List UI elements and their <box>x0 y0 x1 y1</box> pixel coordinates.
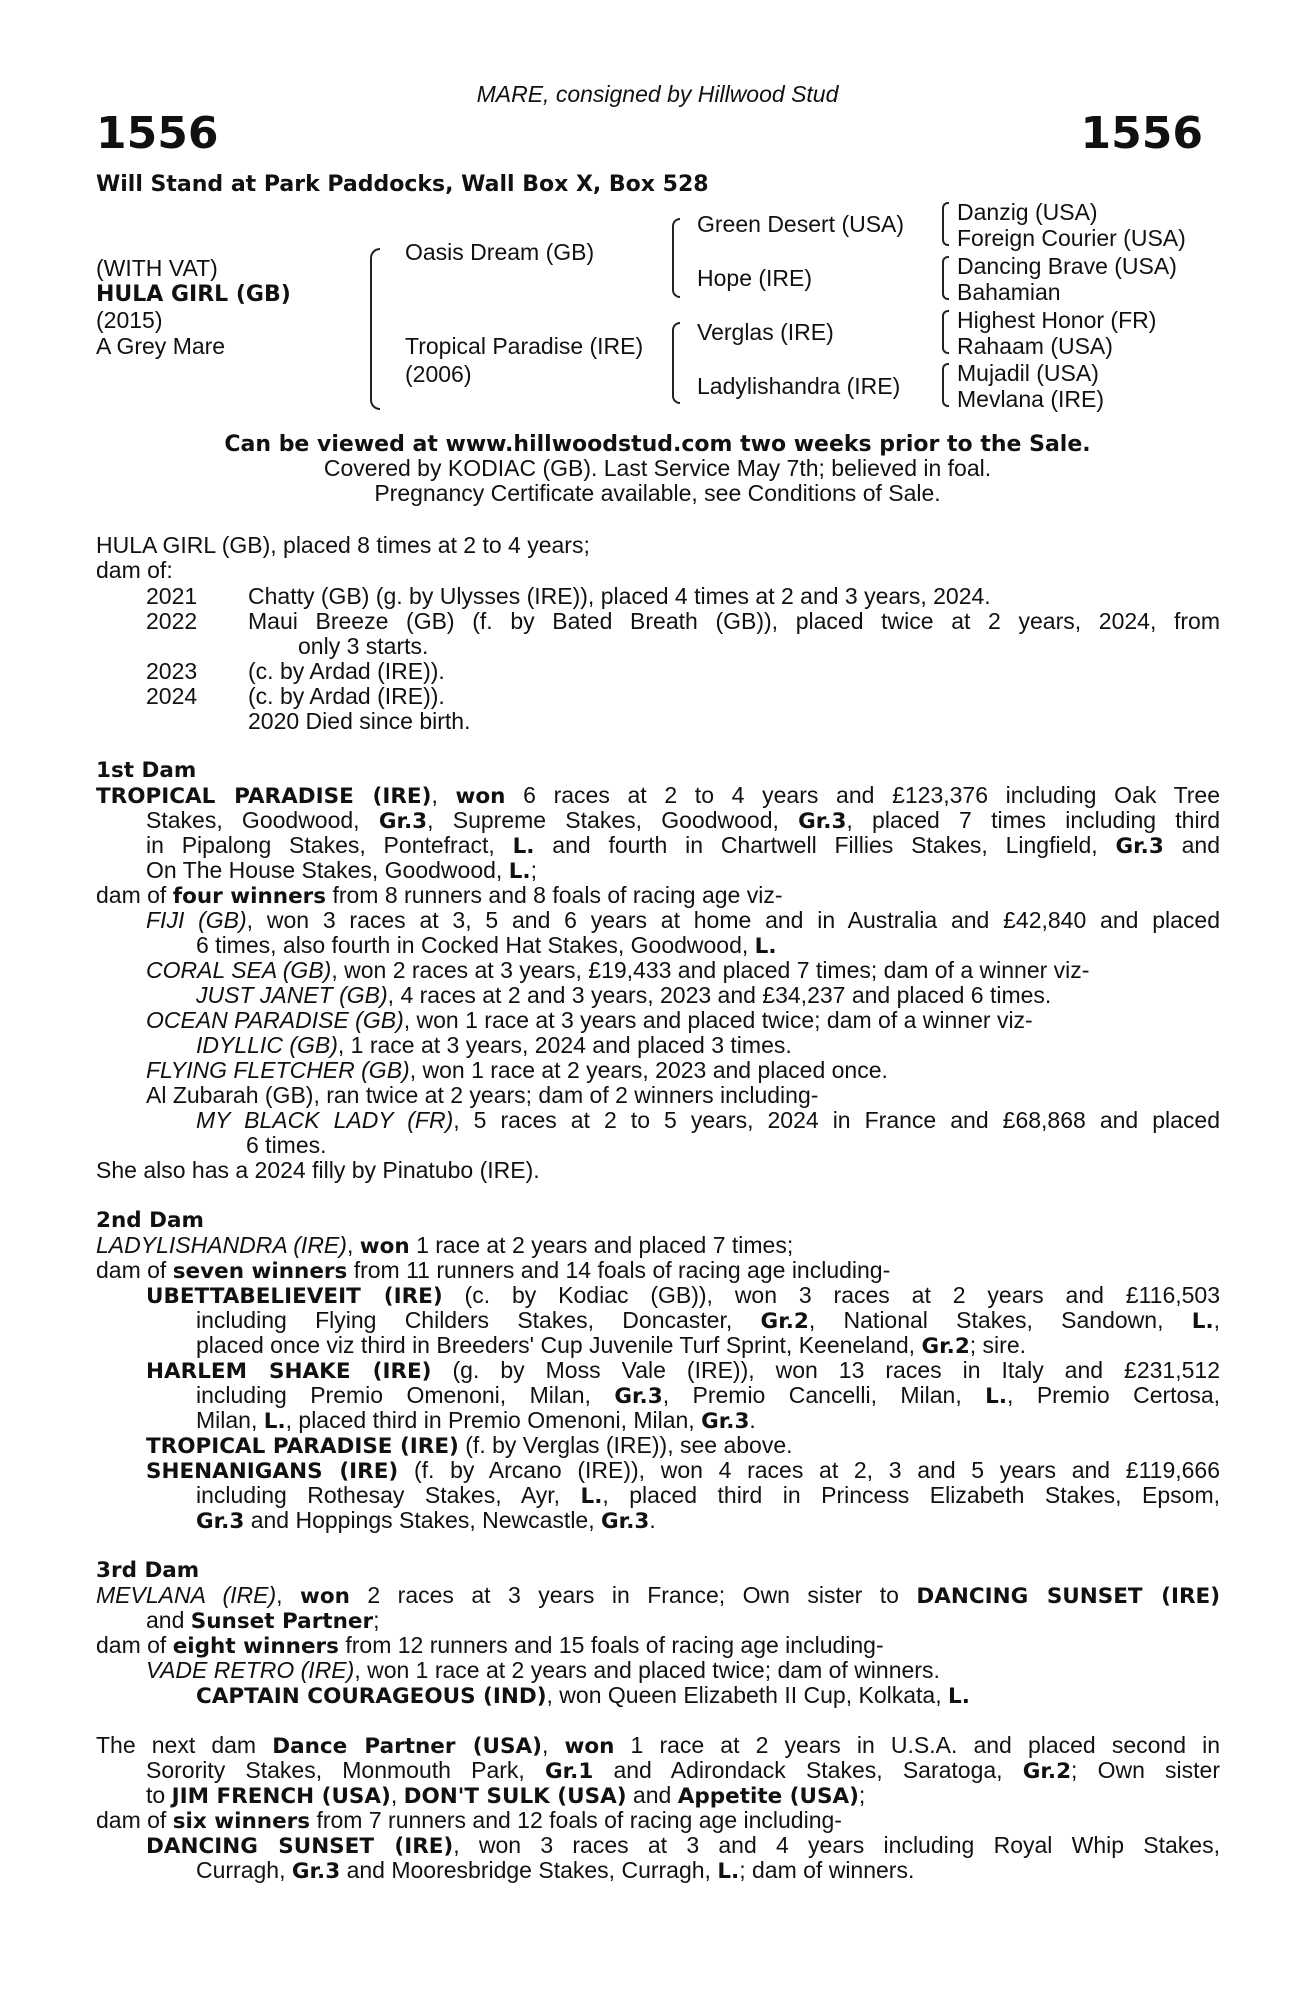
text: to <box>146 1782 166 1808</box>
progeny-name: DANCING SUNSET (IRE) <box>146 1834 454 1859</box>
text: (f. by Verglas (IRE)), see above. <box>465 1432 793 1458</box>
dam: Tropical Paradise (IRE) <box>405 333 644 359</box>
text: , <box>390 1782 398 1808</box>
progeny-name: CAPTAIN COURAGEOUS (IND) <box>196 1684 547 1709</box>
text: , won 3 races at 3 and 4 years including Royal Whip Stakes, <box>453 1832 1220 1858</box>
pedigree-brace-dd <box>942 363 949 407</box>
listed-label: L. <box>948 1684 970 1709</box>
next-dam-damof <box>96 1808 842 1834</box>
text: 6 times, also fourth in Cocked Hat Stakes, Goodwood, <box>196 932 749 958</box>
progeny-harlem-2 <box>196 1383 1220 1409</box>
grade-label: Gr.3 <box>196 1509 245 1534</box>
text: (c. by Kodiac (GB)), won 3 races at 2 years and £116,503 <box>464 1282 1220 1308</box>
progeny-name: FIJI (GB) <box>146 907 247 933</box>
text: including Flying Childers Stakes, Doncaster, <box>196 1307 733 1333</box>
first-dam-line-4 <box>146 858 537 884</box>
text: , won 2 races at 3 years, £19,433 and placed 7 times; dam of a winner viz- <box>331 957 1090 983</box>
progeny-name: CORAL SEA (GB) <box>146 957 332 983</box>
progeny-name: TROPICAL PARADISE (IRE) <box>146 1434 459 1459</box>
section-heading: 1st Dam <box>96 758 197 783</box>
text: 1 race at 2 years in U.S.A. and placed second in <box>630 1732 1221 1758</box>
text: Sorority Stakes, Monmouth Park, <box>146 1757 525 1783</box>
listed-label: L. <box>580 1484 603 1509</box>
progeny-name: OCEAN PARADISE (GB) <box>146 1007 404 1033</box>
text: , 4 races at 2 and 3 years, 2023 and £34,237 and placed 6 times. <box>387 982 1052 1008</box>
text: including Rothesay Stakes, Ayr, <box>196 1482 561 1508</box>
grade-label: Gr.3 <box>601 1509 650 1534</box>
next-dam-line-2 <box>146 1758 1220 1784</box>
progeny-sunset-2 <box>196 1858 914 1884</box>
text: , <box>1213 1307 1221 1333</box>
text: , placed third in Princess Elizabeth Stakes, Epsom, <box>602 1482 1221 1508</box>
horse-description: A Grey Mare <box>96 333 226 359</box>
progeny-name: JUST JANET (GB) <box>196 982 388 1008</box>
grade-label: Gr.2 <box>1022 1759 1072 1784</box>
first-dam-damof <box>96 883 782 909</box>
produce-died: 2020 Died since birth. <box>248 708 471 734</box>
progeny-name: VADE RETRO (IRE) <box>146 1657 355 1683</box>
progeny-name: MY BLACK LADY (FR) <box>196 1107 454 1133</box>
sss: Danzig (USA) <box>957 199 1098 225</box>
won-label: won <box>359 1234 410 1259</box>
lot-number-left: 1556 <box>96 108 219 159</box>
text: 1 race at 2 years and placed 7 times; <box>416 1232 794 1258</box>
won-label: won <box>455 784 506 809</box>
listed-label: L. <box>717 1859 740 1884</box>
text: including Premio Omenoni, Milan, <box>196 1382 591 1408</box>
section-heading: 3rd Dam <box>96 1558 200 1583</box>
progeny-ubet-2 <box>196 1308 1220 1334</box>
progeny-harlem <box>146 1358 1220 1384</box>
listed-label: L. <box>512 834 535 859</box>
grade-label: Gr.2 <box>760 1309 809 1334</box>
listed-label: L. <box>263 1409 286 1434</box>
produce-year: 2024 <box>146 683 198 709</box>
text: ; sire. <box>969 1332 1027 1358</box>
progeny-ocean <box>146 1008 1033 1033</box>
text: and Hoppings Stakes, Newcastle, <box>250 1507 595 1533</box>
pedigree-brace-main <box>370 248 380 410</box>
horse-name: HULA GIRL (GB) <box>96 282 291 307</box>
dam-name: TROPICAL PARADISE (IRE) <box>96 784 432 809</box>
dds: Mujadil (USA) <box>957 360 1099 386</box>
third-dam-line-1: MEVLANA (IRE), won 2 races at 3 years in France; Own sister to DANCING SUNSET (IRE) <box>96 1582 1221 1609</box>
text: dam of <box>96 1807 167 1833</box>
text: and Mooresbridge Stakes, Curragh, <box>346 1857 711 1883</box>
first-dam-line-2 <box>146 808 1220 834</box>
text: ; <box>858 1782 866 1808</box>
consignment-line: MARE, consigned by Hillwood Stud <box>476 81 839 107</box>
progeny-fiji-cont <box>196 933 777 959</box>
grade-label: Gr.3 <box>614 1384 663 1409</box>
text: , won 1 race at 2 years, 2023 and placed once. <box>409 1057 888 1083</box>
produce-year: 2022 <box>146 608 198 634</box>
listed-label: L. <box>508 859 531 884</box>
text: , Premio Certosa, <box>1007 1382 1221 1408</box>
grade-label: Gr.2 <box>921 1334 970 1359</box>
winners-count: six winners <box>172 1809 311 1834</box>
text: from 12 runners and 15 foals of racing age including- <box>345 1632 884 1658</box>
dam-sire: Verglas (IRE) <box>697 319 834 345</box>
dam-name: MEVLANA (IRE) <box>96 1582 277 1608</box>
progeny-janet <box>196 983 1051 1008</box>
progeny-shen-2 <box>196 1483 1220 1509</box>
pregnancy-note: Pregnancy Certificate available, see Conditions of Sale. <box>374 480 941 506</box>
listed-label: L. <box>985 1384 1008 1409</box>
produce-text: (c. by Ardad (IRE)). <box>248 658 445 684</box>
vat-note: (WITH VAT) <box>96 255 218 281</box>
pedigree-brace-sd <box>942 256 949 300</box>
pedigree-brace-ds <box>942 310 949 354</box>
produce-text-cont: only 3 starts. <box>298 633 429 659</box>
text: and Adirondack Stakes, Saratoga, <box>613 1757 1003 1783</box>
text: in Pipalong Stakes, Pontefract, <box>146 832 495 858</box>
grade-label: Gr.3 <box>378 809 428 834</box>
progeny-shen <box>146 1458 1220 1484</box>
third-dam-damof <box>96 1633 884 1659</box>
grade-label: Gr.3 <box>291 1859 341 1884</box>
produce-text: (c. by Ardad (IRE)). <box>248 683 445 709</box>
text: dam of <box>96 1257 167 1283</box>
produce-intro: HULA GIRL (GB), placed 8 times at 2 to 4 years; <box>96 532 590 558</box>
produce-text: Maui Breeze (GB) (f. by Bated Breath (GB)), placed twice at 2 years, 2024, from <box>248 608 1220 634</box>
text: (g. by Moss Vale (IRE)), won 13 races in Italy and £231,512 <box>452 1357 1220 1383</box>
text: ; dam of winners. <box>739 1857 915 1883</box>
text: , won 1 race at 2 years and placed twice; dam of winners. <box>354 1657 940 1683</box>
pedigree-brace-ss <box>942 202 949 246</box>
text: Stakes, Goodwood, <box>146 807 360 833</box>
won-label: won <box>300 1584 350 1609</box>
text: placed once viz third in Breeders' Cup Juvenile Turf Sprint, Keeneland, <box>196 1332 916 1358</box>
first-dam-line-1: TROPICAL PARADISE (IRE), won 6 races at 2 to 4 years and £123,376 including Oak Tree <box>96 782 1221 809</box>
produce-year: 2021 <box>146 583 198 609</box>
text: , Supreme Stakes, Goodwood, <box>427 807 779 833</box>
progeny-harlem-3 <box>196 1408 756 1434</box>
text: from 11 runners and 14 foals of racing age including- <box>353 1257 891 1283</box>
text: , National Stakes, Sandown, <box>808 1307 1164 1333</box>
text: , placed third in Premio Omenoni, Milan, <box>285 1407 695 1433</box>
listed-label: L. <box>1191 1309 1214 1334</box>
progeny-myblack-cont: 6 times. <box>246 1132 327 1158</box>
text: On The House Stakes, Goodwood, <box>146 857 503 883</box>
text: , placed 7 times including third <box>846 807 1221 833</box>
third-dam-line-2 <box>146 1608 379 1634</box>
next-dam-line-1: The next dam Dance Partner (USA), won 1 race at 2 years in U.S.A. and placed second in <box>96 1732 1221 1759</box>
produce-text: Chatty (GB) (g. by Ulysses (IRE)), placed 4 times at 2 and 3 years, 2024. <box>248 583 991 609</box>
dam-dam: Ladylishandra (IRE) <box>697 373 901 399</box>
text: Curragh, <box>196 1857 286 1883</box>
produce-damof: dam of: <box>96 557 173 583</box>
covered-note: Covered by KODIAC (GB). Last Service May 7th; believed in foal. <box>323 455 992 481</box>
ssd: Foreign Courier (USA) <box>957 225 1186 251</box>
progeny-ubet-3 <box>196 1333 1026 1359</box>
text: dam of <box>96 882 167 908</box>
progeny-captain <box>196 1683 970 1709</box>
section-heading: 2nd Dam <box>96 1208 204 1233</box>
text: , Premio Cancelli, Milan, <box>662 1382 962 1408</box>
text: ; <box>373 1607 380 1633</box>
progeny-zubarah: Al Zubarah (GB), ran twice at 2 years; dam of 2 winners including- <box>146 1082 819 1108</box>
progeny-name: FLYING FLETCHER (GB) <box>146 1057 410 1083</box>
text: ; <box>530 857 537 883</box>
text: . <box>649 1507 656 1533</box>
dam-name: Dance Partner (USA) <box>272 1734 542 1759</box>
next-dam-line-3 <box>146 1783 865 1809</box>
grade-label: Gr.3 <box>798 809 847 834</box>
dam-name: LADYLISHANDRA (IRE) <box>96 1232 347 1258</box>
horse-ref: DON'T SULK (USA) <box>403 1784 627 1809</box>
text: from 8 runners and 8 foals of racing age viz- <box>332 882 783 908</box>
text: , 1 race at 3 years, 2024 and placed 3 times. <box>337 1032 792 1058</box>
progeny-name: IDYLLIC (GB) <box>196 1032 338 1058</box>
text: . <box>749 1407 756 1433</box>
text: and <box>1181 832 1220 858</box>
progeny-vade <box>146 1658 940 1683</box>
horse-ref: DANCING SUNSET (IRE) <box>916 1584 1221 1609</box>
dam-year: (2006) <box>405 361 472 387</box>
progeny-shen-3 <box>196 1508 656 1534</box>
text: and fourth in Chartwell Fillies Stakes, Lingfield, <box>552 832 1098 858</box>
grade-label: Gr.1 <box>544 1759 594 1784</box>
text: dam of <box>96 1632 167 1658</box>
pedigree-brace-dam <box>672 322 680 404</box>
sds: Dancing Brave (USA) <box>957 253 1177 279</box>
dss: Highest Honor (FR) <box>957 307 1157 333</box>
horse-ref: Appetite (USA) <box>677 1784 859 1809</box>
viewing-note: Can be viewed at www.hillwoodstud.com two weeks prior to the Sale. <box>224 432 1091 457</box>
horse-ref: JIM FRENCH (USA) <box>171 1784 391 1809</box>
progeny-coral <box>146 958 1089 983</box>
progeny-idyllic <box>196 1033 792 1058</box>
dsd: Rahaam (USA) <box>957 333 1113 359</box>
text: , 5 races at 2 to 5 years, 2024 in France and £68,868 and placed <box>453 1107 1220 1133</box>
winners-count: eight winners <box>172 1634 339 1659</box>
winners-count: four winners <box>172 884 327 909</box>
sire-sire: Green Desert (USA) <box>697 211 905 237</box>
progeny-name: HARLEM SHAKE (IRE) <box>146 1359 432 1384</box>
grade-label: Gr.3 <box>1115 834 1164 859</box>
sire-dam: Hope (IRE) <box>697 265 813 291</box>
text: ; Own sister <box>1071 1757 1221 1783</box>
winners-count: seven winners <box>172 1259 348 1284</box>
text: The next dam <box>96 1732 257 1758</box>
stand-location: Will Stand at Park Paddocks, Wall Box X, Box 528 <box>96 172 709 197</box>
listed-label: L. <box>754 934 777 959</box>
progeny-myblack <box>196 1108 1220 1133</box>
sdd: Bahamian <box>957 279 1061 305</box>
progeny-ubet <box>146 1283 1220 1309</box>
text: (f. by Arcano (IRE)), won 4 races at 2, 3 and 5 years and £119,666 <box>413 1457 1221 1483</box>
pedigree-brace-sire <box>672 218 680 298</box>
progeny-name: SHENANIGANS (IRE) <box>146 1459 399 1484</box>
progeny-name: UBETTABELIEVEIT (IRE) <box>146 1284 443 1309</box>
first-dam-also: She also has a 2024 filly by Pinatubo (IRE). <box>96 1157 540 1183</box>
text: and <box>146 1607 185 1633</box>
second-dam-line-1: LADYLISHANDRA (IRE), won 1 race at 2 years and placed 7 times; <box>96 1232 794 1259</box>
grade-label: Gr.3 <box>701 1409 750 1434</box>
text: Milan, <box>196 1407 258 1433</box>
text: , won 1 race at 3 years and placed twice; dam of a winner viz- <box>403 1007 1033 1033</box>
won-label: won <box>564 1734 615 1759</box>
progeny-flying <box>146 1058 888 1083</box>
text: and <box>632 1782 672 1808</box>
text: 2 races at 3 years in France; Own sister to <box>367 1582 899 1608</box>
progeny-tropical <box>146 1433 793 1459</box>
text: from 7 runners and 12 foals of racing age including- <box>316 1807 842 1833</box>
text: , won Queen Elizabeth II Cup, Kolkata, <box>546 1682 942 1708</box>
progeny-fiji <box>146 908 1220 933</box>
text: , won 3 races at 3, 5 and 6 years at home and in Australia and £42,840 and placed <box>246 907 1220 933</box>
horse-ref: Sunset Partner <box>190 1609 374 1634</box>
second-dam-damof <box>96 1258 890 1284</box>
first-dam-line-3 <box>146 833 1220 859</box>
sire: Oasis Dream (GB) <box>405 239 595 265</box>
ddd: Mevlana (IRE) <box>957 386 1104 412</box>
horse-year: (2015) <box>96 307 163 333</box>
text: 6 races at 2 to 4 years and £123,376 including Oak Tree <box>523 782 1221 808</box>
lot-number-right: 1556 <box>1080 108 1203 159</box>
progeny-sunset <box>146 1833 1220 1859</box>
produce-year: 2023 <box>146 658 198 684</box>
